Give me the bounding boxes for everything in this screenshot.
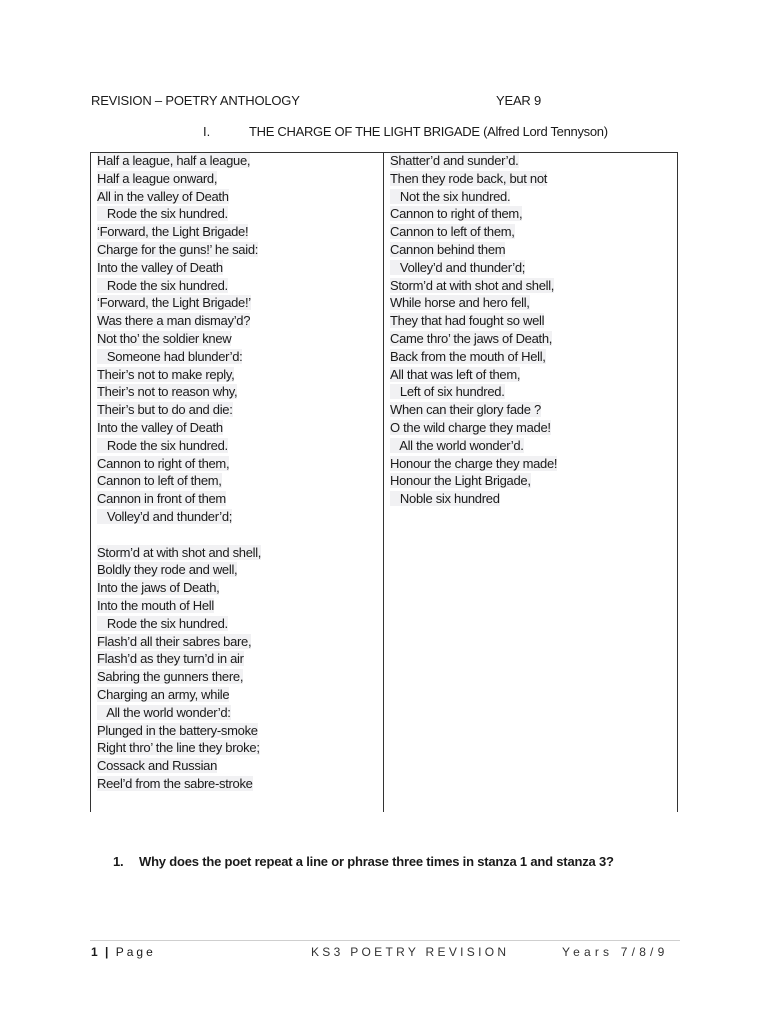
poem-line [390,188,557,206]
poem-line [390,152,557,170]
poem-line-text: Noble six hundred [390,491,500,507]
poem-line-text: Came thro’ the jaws of Death, [390,330,553,346]
poem-line-text: Their’s not to make reply, [97,366,235,382]
poem-line-text: Flash’d as they turn’d in air [97,651,244,667]
poem-line [97,312,261,330]
poem-line [97,633,261,651]
poem-line [97,277,261,295]
poem-line [97,739,261,757]
poem-line [390,455,557,473]
poem-line [97,188,261,206]
poem-line [97,294,261,312]
question-number: 1. [113,854,124,869]
poem-line-text: Cannon to left of them, [97,473,222,489]
footer-divider [90,940,680,941]
poem-line [390,170,557,188]
page-number: 1 [91,945,99,959]
poem-line-text: Someone had blunder’d: [97,348,243,364]
poem-line [97,668,261,686]
poem-line-text: All in the valley of Death [97,188,229,204]
poem-line [97,561,261,579]
poem-line-text: Rode the six hundred. [97,437,228,453]
poem-line-text: All the world wonder’d: [97,704,231,720]
poem-line-text: Into the mouth of Hell [97,597,214,613]
poem-line-text: Cannon in front of them [97,491,226,507]
page-separator: | [105,945,110,959]
poem-line-text: Plunged in the battery-smoke [97,722,258,738]
poem-line-text: Not the six hundred. [390,188,511,204]
poem-line-text: All that was left of them, [390,366,521,382]
poem-line-text: Rode the six hundred. [97,277,228,293]
poem-line-text: Not tho’ the soldier knew [97,330,232,346]
stanza-break [97,526,261,544]
poem-line [97,722,261,740]
poem-line-text: Into the valley of Death [97,259,223,275]
header-left: REVISION – POETRY ANTHOLOGY [91,93,300,108]
page-title: THE CHARGE OF THE LIGHT BRIGADE (Alfred Lord Tennyson) [249,124,608,139]
poem-line [390,312,557,330]
poem-line [97,241,261,259]
poem-line-text: Cannon behind them [390,241,506,257]
poem-left-column [97,152,261,793]
poem-line-text: Cannon to right of them, [97,455,230,471]
poem-line [97,775,261,793]
page-label: Page [115,945,156,959]
poem-line [97,152,261,170]
footer-page-indicator [91,945,156,959]
poem-line-text: While horse and hero fell, [390,295,530,311]
poem-line [97,348,261,366]
question-1 [113,854,614,869]
poem-line [390,472,557,490]
poem-line [97,437,261,455]
poem-line-text: Honour the charge they made! [390,455,558,471]
poem-line-text: Rode the six hundred. [97,615,228,631]
poem-line [390,277,557,295]
poem-line-text: Right thro’ the line they broke; [97,740,260,756]
poem-line-text: Cannon to left of them, [390,224,515,240]
poem-line [97,686,261,704]
poem-line [97,650,261,668]
poem-line [97,366,261,384]
poem-line [97,704,261,722]
poem-line-text: Their’s not to reason why, [97,384,238,400]
poem-line [97,419,261,437]
poem-line [390,419,557,437]
poem-line [97,223,261,241]
poem-line-text: Cossack and Russian [97,758,218,774]
footer-center: KS3 POETRY REVISION [311,945,510,959]
poem-line-text: Storm’d at with shot and shell, [390,277,555,293]
poem-line [97,472,261,490]
poem-line [97,597,261,615]
poem-line [390,366,557,384]
poem-line [97,544,261,562]
poem-line-text: ‘Forward, the Light Brigade!’ [97,295,251,311]
poem-line [390,330,557,348]
poem-line-text: When can their glory fade ? [390,402,541,418]
poem-right-column [390,152,557,508]
poem-line-text: ‘Forward, the Light Brigade! [97,224,249,240]
poem-line-text: Sabring the gunners there, [97,669,244,685]
poem-line [97,490,261,508]
poem-line [390,259,557,277]
poem-line [390,294,557,312]
poem-line [97,579,261,597]
poem-line-text: Was there a man dismay’d? [97,313,251,329]
poem-line [390,437,557,455]
poem-line-text: Reel’d from the sabre-stroke [97,775,253,791]
column-divider [383,152,384,812]
poem-line [390,348,557,366]
poem-line-text: Into the jaws of Death, [97,580,220,596]
section-number: I. [203,124,211,139]
poem-line-text: Storm’d at with shot and shell, [97,544,262,560]
poem-line-text: Their’s but to do and die: [97,402,233,418]
poem-line [390,401,557,419]
poem-line-text: All the world wonder’d. [390,437,524,453]
header-year: YEAR 9 [496,93,542,108]
poem-line-text: Then they rode back, but not [390,170,548,186]
poem-line [97,259,261,277]
poem-line-text: Left of six hundred. [390,384,505,400]
poem-line [97,170,261,188]
poem-line [97,401,261,419]
poem-line [390,241,557,259]
poem-line [390,205,557,223]
poem-line [390,223,557,241]
poem-line [97,383,261,401]
poem-line [390,383,557,401]
poem-line-text: Boldly they rode and well, [97,562,238,578]
poem-line-text: Shatter’d and sunder’d. [390,153,519,168]
poem-line [390,490,557,508]
question-text: Why does the poet repeat a line or phrase three times in stanza 1 and stanza 3? [139,854,614,869]
poem-line-text: Honour the Light Brigade, [390,473,531,489]
poem-line [97,455,261,473]
poem-line [97,508,261,526]
poem-line-text: Volley’d and thunder’d; [97,508,233,524]
footer-years: Years 7/8/9 [562,945,669,959]
poem-line [97,205,261,223]
poem-line-text: Rode the six hundred. [97,206,228,222]
poem-line-text: Flash’d all their sabres bare, [97,633,252,649]
poem-line-text: They that had fought so well [390,313,545,329]
poem-line-text: Charging an army, while [97,686,230,702]
poem-line [97,757,261,775]
poem-line-text: Into the valley of Death [97,419,223,435]
poem-line [97,615,261,633]
poem-line-text: Charge for the guns!’ he said: [97,241,259,257]
poem-line-text: Cannon to right of them, [390,206,523,222]
poem-line-text: Half a league, half a league, [97,153,251,168]
poem-line-text: Volley’d and thunder’d; [390,259,526,275]
poem-line [97,330,261,348]
poem-line-text: Half a league onward, [97,170,218,186]
poem-line-text: O the wild charge they made! [390,419,551,435]
poem-line-text: Back from the mouth of Hell, [390,348,546,364]
